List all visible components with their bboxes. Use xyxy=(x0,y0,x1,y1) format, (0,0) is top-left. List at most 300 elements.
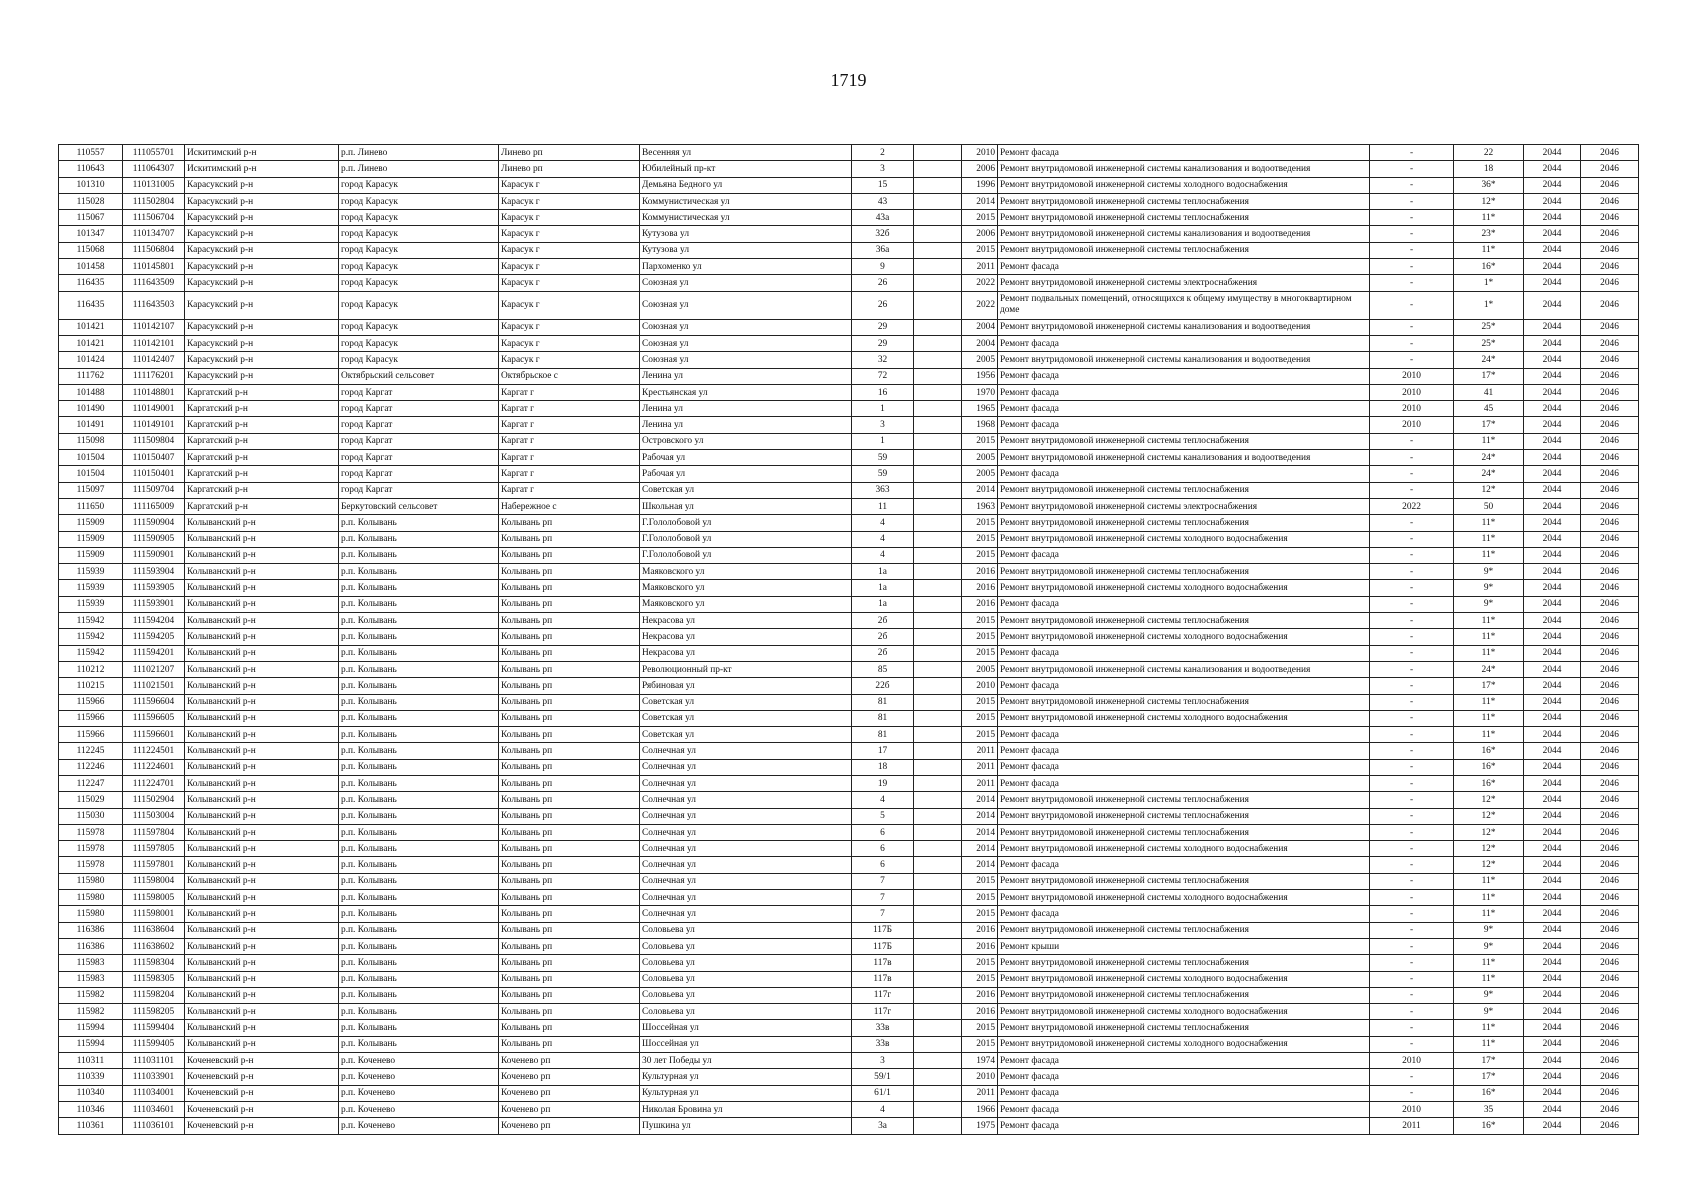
cell-year: 2015 xyxy=(962,1036,998,1052)
cell-plan-year-to: 2046 xyxy=(1581,1118,1639,1134)
cell-district: Колыванский р-н xyxy=(185,629,339,645)
cell-prev-repair-year: - xyxy=(1370,515,1454,531)
cell-work-id: 111597801 xyxy=(123,857,185,873)
cell-year: 2011 xyxy=(962,775,998,791)
cell-district: Карасукский р-н xyxy=(185,193,339,209)
cell-plan-year-from: 2044 xyxy=(1524,291,1581,319)
cell-plan-year-from: 2044 xyxy=(1524,580,1581,596)
cell-street: Советская ул xyxy=(640,710,852,726)
cell-house-number: 2 xyxy=(852,145,914,161)
cell-prev-repair-year: - xyxy=(1370,466,1454,482)
cell-plan-year-to: 2046 xyxy=(1581,145,1639,161)
cell-prev-repair-year: - xyxy=(1370,547,1454,563)
cell-house-id: 115909 xyxy=(59,515,123,531)
cell-extra xyxy=(914,319,962,335)
cell-house-id: 115942 xyxy=(59,629,123,645)
cell-district: Карасукский р-н xyxy=(185,291,339,319)
cell-work-id: 110150407 xyxy=(123,450,185,466)
cell-plan-year-from: 2044 xyxy=(1524,922,1581,938)
cell-street: Солнечная ул xyxy=(640,890,852,906)
cell-settlement: Колывань рп xyxy=(499,955,640,971)
table-row xyxy=(59,319,1639,335)
cell-district: Колыванский р-н xyxy=(185,987,339,1003)
cell-prev-repair-year: - xyxy=(1370,857,1454,873)
cell-house-number: 59 xyxy=(852,450,914,466)
cell-extra xyxy=(914,145,962,161)
cell-house-id: 116435 xyxy=(59,275,123,291)
cell-work-type: Ремонт внутридомовой инженерной системы теплоснабжения xyxy=(998,433,1370,449)
cell-district: Колыванский р-н xyxy=(185,792,339,808)
cell-street: Г.Гололобовой ул xyxy=(640,531,852,547)
cell-work-type: Ремонт фасада xyxy=(998,547,1370,563)
table-row xyxy=(59,210,1639,226)
cell-years-since: 9* xyxy=(1454,922,1524,938)
cell-plan-year-to: 2046 xyxy=(1581,401,1639,417)
cell-work-id: 110148801 xyxy=(123,384,185,400)
cell-work-id: 110149001 xyxy=(123,401,185,417)
cell-year: 2015 xyxy=(962,515,998,531)
cell-year: 2015 xyxy=(962,906,998,922)
cell-work-type: Ремонт внутридомовой инженерной системы теплоснабжения xyxy=(998,564,1370,580)
cell-year: 2015 xyxy=(962,1020,998,1036)
cell-street: Соловьева ул xyxy=(640,955,852,971)
cell-work-type: Ремонт внутридомовой инженерной системы канализования и водоотведения xyxy=(998,161,1370,177)
cell-plan-year-from: 2044 xyxy=(1524,694,1581,710)
cell-work-id: 111224701 xyxy=(123,775,185,791)
cell-municipality: город Карасук xyxy=(339,275,499,291)
cell-municipality: р.п. Колывань xyxy=(339,759,499,775)
cell-extra xyxy=(914,1020,962,1036)
cell-plan-year-from: 2044 xyxy=(1524,906,1581,922)
cell-house-number: 16 xyxy=(852,384,914,400)
table-row xyxy=(59,275,1639,291)
cell-work-id: 110142101 xyxy=(123,335,185,351)
cell-street: Солнечная ул xyxy=(640,841,852,857)
cell-extra xyxy=(914,743,962,759)
cell-municipality: Беркутовский сельсовет xyxy=(339,498,499,514)
cell-extra xyxy=(914,1004,962,1020)
cell-street: Соловьева ул xyxy=(640,922,852,938)
cell-years-since: 11* xyxy=(1454,971,1524,987)
cell-plan-year-to: 2046 xyxy=(1581,824,1639,840)
cell-work-type: Ремонт фасада xyxy=(998,645,1370,661)
cell-municipality: город Каргат xyxy=(339,466,499,482)
cell-year: 2005 xyxy=(962,661,998,677)
cell-district: Коченевский р-н xyxy=(185,1101,339,1117)
cell-municipality: р.п. Колывань xyxy=(339,678,499,694)
cell-street: 30 лет Победы ул xyxy=(640,1053,852,1069)
cell-municipality: город Карасук xyxy=(339,291,499,319)
cell-street: Островского ул xyxy=(640,433,852,449)
cell-work-type: Ремонт фасада xyxy=(998,1053,1370,1069)
cell-municipality: р.п. Колывань xyxy=(339,890,499,906)
cell-extra xyxy=(914,596,962,612)
cell-settlement: Карасук г xyxy=(499,210,640,226)
table-row xyxy=(59,759,1639,775)
cell-year: 2011 xyxy=(962,259,998,275)
cell-municipality: р.п. Колывань xyxy=(339,792,499,808)
cell-district: Карасукский р-н xyxy=(185,242,339,258)
cell-house-number: 117Б xyxy=(852,938,914,954)
cell-municipality: р.п. Колывань xyxy=(339,808,499,824)
cell-house-number: 61/1 xyxy=(852,1085,914,1101)
table-row xyxy=(59,226,1639,242)
cell-work-id: 111596604 xyxy=(123,694,185,710)
cell-work-id: 111036101 xyxy=(123,1118,185,1134)
cell-house-id: 101310 xyxy=(59,177,123,193)
table-row xyxy=(59,971,1639,987)
cell-district: Колыванский р-н xyxy=(185,694,339,710)
cell-prev-repair-year: - xyxy=(1370,743,1454,759)
cell-plan-year-from: 2044 xyxy=(1524,824,1581,840)
cell-work-id: 111643503 xyxy=(123,291,185,319)
cell-work-id: 111055701 xyxy=(123,145,185,161)
cell-plan-year-to: 2046 xyxy=(1581,319,1639,335)
cell-house-number: 2б xyxy=(852,645,914,661)
cell-years-since: 16* xyxy=(1454,775,1524,791)
cell-work-type: Ремонт внутридомовой инженерной системы электроснабжения xyxy=(998,498,1370,514)
cell-municipality: город Карасук xyxy=(339,210,499,226)
cell-plan-year-from: 2044 xyxy=(1524,145,1581,161)
cell-plan-year-to: 2046 xyxy=(1581,938,1639,954)
cell-work-id: 111590905 xyxy=(123,531,185,547)
cell-work-type: Ремонт фасада xyxy=(998,857,1370,873)
cell-work-type: Ремонт внутридомовой инженерной системы теплоснабжения xyxy=(998,694,1370,710)
table-row xyxy=(59,613,1639,629)
cell-street: Кутузова ул xyxy=(640,242,852,258)
table-row xyxy=(59,645,1639,661)
cell-years-since: 24* xyxy=(1454,466,1524,482)
cell-house-id: 115978 xyxy=(59,824,123,840)
cell-extra xyxy=(914,564,962,580)
cell-district: Карасукский р-н xyxy=(185,275,339,291)
cell-work-type: Ремонт фасада xyxy=(998,401,1370,417)
cell-street: Соловьева ул xyxy=(640,987,852,1003)
table-row xyxy=(59,890,1639,906)
cell-year: 2015 xyxy=(962,694,998,710)
cell-plan-year-from: 2044 xyxy=(1524,678,1581,694)
cell-settlement: Каргат г xyxy=(499,417,640,433)
table-row xyxy=(59,955,1639,971)
cell-plan-year-from: 2044 xyxy=(1524,890,1581,906)
cell-house-number: 43а xyxy=(852,210,914,226)
cell-settlement: Каргат г xyxy=(499,466,640,482)
cell-house-number: 81 xyxy=(852,694,914,710)
cell-house-number: 85 xyxy=(852,661,914,677)
cell-work-id: 111598004 xyxy=(123,873,185,889)
cell-district: Коченевский р-н xyxy=(185,1069,339,1085)
cell-settlement: Колывань рп xyxy=(499,1036,640,1052)
table-row xyxy=(59,873,1639,889)
cell-prev-repair-year: - xyxy=(1370,145,1454,161)
cell-house-id: 115030 xyxy=(59,808,123,824)
cell-plan-year-to: 2046 xyxy=(1581,384,1639,400)
cell-work-type: Ремонт фасада xyxy=(998,1101,1370,1117)
cell-street: Г.Гололобовой ул xyxy=(640,547,852,563)
cell-district: Каргатский р-н xyxy=(185,450,339,466)
cell-plan-year-from: 2044 xyxy=(1524,450,1581,466)
cell-house-id: 101421 xyxy=(59,335,123,351)
cell-prev-repair-year: 2022 xyxy=(1370,498,1454,514)
cell-prev-repair-year: - xyxy=(1370,193,1454,209)
cell-municipality: р.п. Коченево xyxy=(339,1118,499,1134)
cell-work-type: Ремонт внутридомовой инженерной системы холодного водоснабжения xyxy=(998,1004,1370,1020)
cell-plan-year-from: 2044 xyxy=(1524,352,1581,368)
cell-municipality: город Карасук xyxy=(339,319,499,335)
cell-settlement: Коченево рп xyxy=(499,1118,640,1134)
cell-extra xyxy=(914,384,962,400)
cell-years-since: 36* xyxy=(1454,177,1524,193)
cell-prev-repair-year: - xyxy=(1370,319,1454,335)
cell-house-id: 115028 xyxy=(59,193,123,209)
cell-plan-year-to: 2046 xyxy=(1581,987,1639,1003)
cell-work-id: 111638604 xyxy=(123,922,185,938)
cell-plan-year-from: 2044 xyxy=(1524,210,1581,226)
cell-prev-repair-year: - xyxy=(1370,955,1454,971)
cell-street: Рабочая ул xyxy=(640,450,852,466)
cell-plan-year-from: 2044 xyxy=(1524,873,1581,889)
cell-plan-year-to: 2046 xyxy=(1581,161,1639,177)
cell-district: Колыванский р-н xyxy=(185,906,339,922)
cell-prev-repair-year: - xyxy=(1370,841,1454,857)
cell-work-type: Ремонт внутридомовой инженерной системы холодного водоснабжения xyxy=(998,710,1370,726)
cell-settlement: Каргат г xyxy=(499,450,640,466)
table-row xyxy=(59,384,1639,400)
repair-schedule-table xyxy=(58,144,1639,1135)
cell-work-id: 111597805 xyxy=(123,841,185,857)
cell-plan-year-to: 2046 xyxy=(1581,1004,1639,1020)
cell-district: Каргатский р-н xyxy=(185,417,339,433)
cell-house-number: 7 xyxy=(852,906,914,922)
cell-extra xyxy=(914,482,962,498)
cell-settlement: Карасук г xyxy=(499,242,640,258)
cell-extra xyxy=(914,841,962,857)
cell-house-id: 115097 xyxy=(59,482,123,498)
table-row xyxy=(59,498,1639,514)
cell-work-type: Ремонт внутридомовой инженерной системы теплоснабжения xyxy=(998,955,1370,971)
cell-plan-year-to: 2046 xyxy=(1581,727,1639,743)
cell-plan-year-to: 2046 xyxy=(1581,629,1639,645)
cell-work-type: Ремонт внутридомовой инженерной системы холодного водоснабжения xyxy=(998,971,1370,987)
cell-house-id: 110643 xyxy=(59,161,123,177)
cell-district: Карасукский р-н xyxy=(185,368,339,384)
cell-year: 2010 xyxy=(962,145,998,161)
cell-district: Карасукский р-н xyxy=(185,177,339,193)
cell-extra xyxy=(914,1118,962,1134)
cell-municipality: р.п. Колывань xyxy=(339,922,499,938)
cell-plan-year-to: 2046 xyxy=(1581,210,1639,226)
cell-plan-year-from: 2044 xyxy=(1524,792,1581,808)
cell-municipality: р.п. Колывань xyxy=(339,580,499,596)
cell-house-id: 115029 xyxy=(59,792,123,808)
cell-work-id: 111506804 xyxy=(123,242,185,258)
cell-district: Коченевский р-н xyxy=(185,1118,339,1134)
cell-house-id: 115068 xyxy=(59,242,123,258)
table-row xyxy=(59,352,1639,368)
cell-prev-repair-year: - xyxy=(1370,275,1454,291)
table-row xyxy=(59,661,1639,677)
cell-district: Колыванский р-н xyxy=(185,922,339,938)
cell-years-since: 17* xyxy=(1454,368,1524,384)
cell-house-number: 11 xyxy=(852,498,914,514)
cell-work-type: Ремонт внутридомовой инженерной системы холодного водоснабжения xyxy=(998,890,1370,906)
cell-years-since: 24* xyxy=(1454,661,1524,677)
cell-house-number: 5 xyxy=(852,808,914,824)
cell-settlement: Колывань рп xyxy=(499,531,640,547)
cell-prev-repair-year: - xyxy=(1370,450,1454,466)
table-row xyxy=(59,417,1639,433)
cell-settlement: Колывань рп xyxy=(499,906,640,922)
cell-work-id: 110142407 xyxy=(123,352,185,368)
cell-street: Ленина ул xyxy=(640,368,852,384)
cell-work-id: 111031101 xyxy=(123,1053,185,1069)
cell-work-type: Ремонт фасада xyxy=(998,466,1370,482)
cell-years-since: 16* xyxy=(1454,259,1524,275)
cell-municipality: р.п. Коченево xyxy=(339,1069,499,1085)
cell-work-type: Ремонт фасада xyxy=(998,1118,1370,1134)
cell-house-number: 3 xyxy=(852,161,914,177)
cell-municipality: Октябрьский сельсовет xyxy=(339,368,499,384)
cell-settlement: Колывань рп xyxy=(499,759,640,775)
cell-years-since: 12* xyxy=(1454,808,1524,824)
cell-years-since: 11* xyxy=(1454,906,1524,922)
cell-prev-repair-year: - xyxy=(1370,1085,1454,1101)
cell-street: Культурная ул xyxy=(640,1085,852,1101)
cell-year: 2015 xyxy=(962,955,998,971)
cell-street: Солнечная ул xyxy=(640,775,852,791)
table-row xyxy=(59,694,1639,710)
cell-prev-repair-year: - xyxy=(1370,694,1454,710)
cell-year: 2011 xyxy=(962,759,998,775)
cell-house-number: 81 xyxy=(852,710,914,726)
table-row xyxy=(59,1118,1639,1134)
cell-work-type: Ремонт внутридомовой инженерной системы канализования и водоотведения xyxy=(998,661,1370,677)
cell-plan-year-to: 2046 xyxy=(1581,759,1639,775)
cell-years-since: 16* xyxy=(1454,1118,1524,1134)
cell-prev-repair-year: - xyxy=(1370,596,1454,612)
cell-house-number: 59/1 xyxy=(852,1069,914,1085)
cell-work-type: Ремонт внутридомовой инженерной системы теплоснабжения xyxy=(998,193,1370,209)
cell-work-id: 111597804 xyxy=(123,824,185,840)
cell-prev-repair-year: - xyxy=(1370,161,1454,177)
cell-plan-year-to: 2046 xyxy=(1581,177,1639,193)
table-row xyxy=(59,161,1639,177)
cell-street: Кутузова ул xyxy=(640,226,852,242)
cell-years-since: 11* xyxy=(1454,873,1524,889)
cell-street: Солнечная ул xyxy=(640,873,852,889)
cell-municipality: р.п. Колывань xyxy=(339,955,499,971)
cell-plan-year-from: 2044 xyxy=(1524,368,1581,384)
table-row xyxy=(59,1069,1639,1085)
cell-settlement: Каргат г xyxy=(499,384,640,400)
cell-plan-year-from: 2044 xyxy=(1524,857,1581,873)
cell-plan-year-from: 2044 xyxy=(1524,841,1581,857)
cell-plan-year-from: 2044 xyxy=(1524,808,1581,824)
cell-work-id: 111034001 xyxy=(123,1085,185,1101)
cell-work-type: Ремонт фасада xyxy=(998,906,1370,922)
cell-year: 2014 xyxy=(962,482,998,498)
cell-years-since: 9* xyxy=(1454,564,1524,580)
cell-house-id: 101421 xyxy=(59,319,123,335)
cell-extra xyxy=(914,242,962,258)
cell-house-id: 115978 xyxy=(59,841,123,857)
cell-work-type: Ремонт внутридомовой инженерной системы теплоснабжения xyxy=(998,613,1370,629)
cell-house-id: 115939 xyxy=(59,580,123,596)
cell-work-type: Ремонт внутридомовой инженерной системы теплоснабжения xyxy=(998,873,1370,889)
cell-municipality: р.п. Колывань xyxy=(339,743,499,759)
cell-house-id: 110212 xyxy=(59,661,123,677)
cell-extra xyxy=(914,792,962,808)
cell-work-type: Ремонт фасада xyxy=(998,368,1370,384)
cell-extra xyxy=(914,613,962,629)
cell-plan-year-to: 2046 xyxy=(1581,792,1639,808)
cell-year: 2016 xyxy=(962,596,998,612)
cell-street: Маяковского ул xyxy=(640,580,852,596)
cell-house-id: 110215 xyxy=(59,678,123,694)
cell-plan-year-from: 2044 xyxy=(1524,242,1581,258)
cell-municipality: город Карасук xyxy=(339,226,499,242)
cell-prev-repair-year: - xyxy=(1370,564,1454,580)
cell-work-id: 111224501 xyxy=(123,743,185,759)
cell-plan-year-to: 2046 xyxy=(1581,955,1639,971)
cell-work-id: 111033901 xyxy=(123,1069,185,1085)
cell-years-since: 16* xyxy=(1454,1085,1524,1101)
cell-year: 2006 xyxy=(962,226,998,242)
cell-house-number: 26 xyxy=(852,275,914,291)
cell-house-number: 43 xyxy=(852,193,914,209)
cell-house-id: 115098 xyxy=(59,433,123,449)
cell-prev-repair-year: - xyxy=(1370,1069,1454,1085)
cell-street: Солнечная ул xyxy=(640,906,852,922)
table-row xyxy=(59,906,1639,922)
cell-work-type: Ремонт внутридомовой инженерной системы теплоснабжения xyxy=(998,1020,1370,1036)
cell-municipality: город Каргат xyxy=(339,450,499,466)
cell-settlement: Колывань рп xyxy=(499,792,640,808)
cell-work-type: Ремонт внутридомовой инженерной системы канализования и водоотведения xyxy=(998,352,1370,368)
cell-work-id: 111503004 xyxy=(123,808,185,824)
cell-year: 2005 xyxy=(962,352,998,368)
cell-house-number: 29 xyxy=(852,335,914,351)
cell-municipality: р.п. Колывань xyxy=(339,1020,499,1036)
cell-municipality: р.п. Колывань xyxy=(339,661,499,677)
cell-extra xyxy=(914,678,962,694)
cell-district: Колыванский р-н xyxy=(185,661,339,677)
cell-plan-year-from: 2044 xyxy=(1524,613,1581,629)
cell-plan-year-from: 2044 xyxy=(1524,319,1581,335)
cell-year: 1968 xyxy=(962,417,998,433)
cell-extra xyxy=(914,955,962,971)
cell-street: Советская ул xyxy=(640,727,852,743)
cell-plan-year-from: 2044 xyxy=(1524,971,1581,987)
cell-work-id: 111176201 xyxy=(123,368,185,384)
cell-settlement: Линево рп xyxy=(499,161,640,177)
cell-year: 2006 xyxy=(962,161,998,177)
cell-work-id: 111509804 xyxy=(123,433,185,449)
cell-house-id: 115982 xyxy=(59,1004,123,1020)
cell-street: Советская ул xyxy=(640,482,852,498)
cell-years-since: 12* xyxy=(1454,193,1524,209)
cell-plan-year-from: 2044 xyxy=(1524,1004,1581,1020)
cell-work-type: Ремонт внутридомовой инженерной системы холодного водоснабжения xyxy=(998,629,1370,645)
cell-year: 1970 xyxy=(962,384,998,400)
table-row xyxy=(59,792,1639,808)
cell-municipality: город Каргат xyxy=(339,384,499,400)
cell-house-id: 115982 xyxy=(59,987,123,1003)
cell-house-id: 101504 xyxy=(59,466,123,482)
cell-municipality: р.п. Колывань xyxy=(339,987,499,1003)
cell-prev-repair-year: 2010 xyxy=(1370,1101,1454,1117)
cell-plan-year-from: 2044 xyxy=(1524,482,1581,498)
